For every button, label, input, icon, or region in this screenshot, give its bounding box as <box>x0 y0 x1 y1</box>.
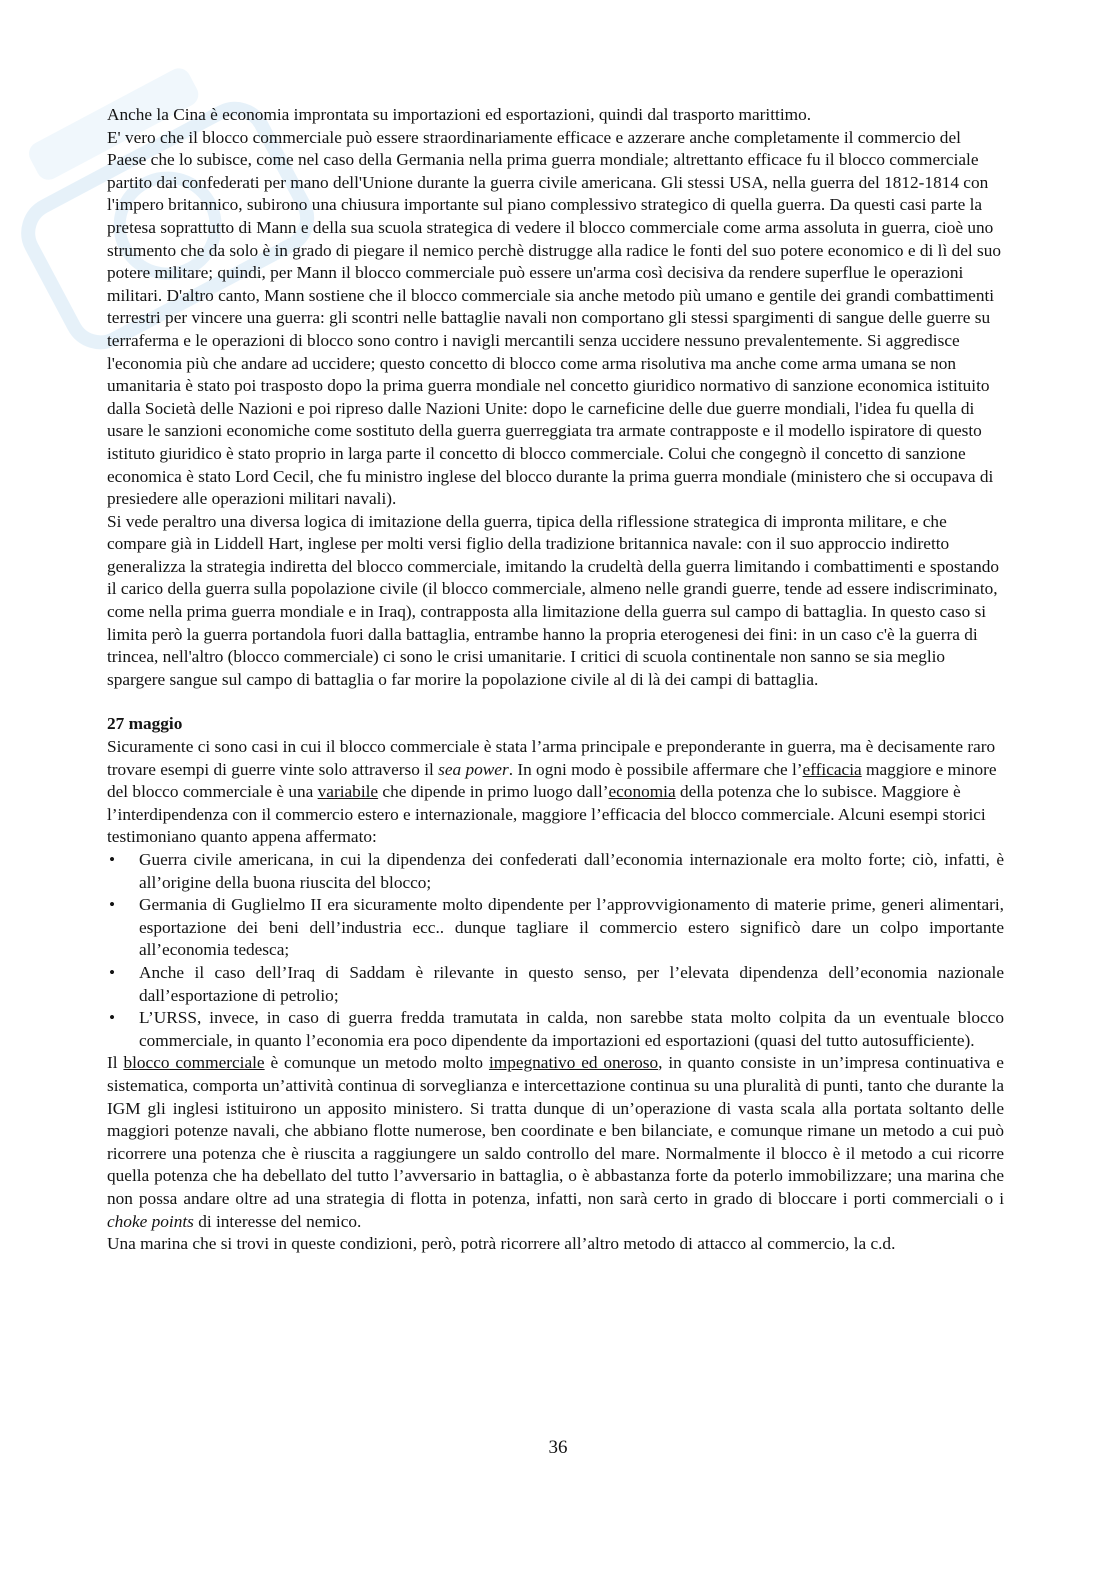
emphasis-sea-power: sea power <box>438 759 509 779</box>
section-intro: Sicuramente ci sono casi in cui il blocco commerciale è stata l’arma principale e preponderante in guerra, ma è decisamente raro trovare esempi di guerre vinte solo attraverso il sea power. In ogni modo è possibile affermare che l’efficacia maggiore e minore del blocco commerciale è una variabile che dipende in primo luogo dall’economia della potenza che lo subisce. Maggiore è l’interdipendenza con il commercio estero e internazionale, maggiore l’efficacia del blocco commerciale. Alcuni esempi storici testimoniano quanto appena affermato: <box>107 737 997 847</box>
underline-variabile: variabile <box>317 782 379 802</box>
list-item: • Anche il caso dell’Iraq di Saddam è rilevante in questo senso, per l’elevata dipendenza dell’economia nazionale dall’esportazione di petrolio; <box>107 962 1004 1007</box>
paragraph: E' vero che il blocco commerciale può essere straordinariamente efficace e azzerare anche completamente il commercio del Paese che lo subisce, come nel caso della Germania nella prima guerra mondiale; altrettanto efficace fu il blocco commerciale partito dai confederati per mano dell'Unione durante la guerra civile americana. Gli stessi USA, nella guerra del 1812-1814 con l'impero britannico, subirono una chiusura importante sul piano complessivo strategico di quella guerra. Da questi casi parte la pretesa soprattutto di Mann e della sua scuola strategica di vedere il blocco commerciale come arma assoluta in guerra, cioè uno strumento che da solo è in grado di piegare il nemico perchè distrugge alla radice le fonti del suo potere economico e di lì del suo potere militare; quindi, per Mann il blocco commerciale può essere un'arma così decisiva da rendere superflue le operazioni militari. D'altro canto, Mann sostiene che il blocco commerciale sia anche metodo più umano e gentile dei grandi combattimenti terrestri per vincere una guerra: gli scontri nelle battaglie navali non comportano gli stessi spargimenti di sangue delle guerre su terraferma e le operazioni di blocco sono contro i navigli mercantili senza uccidere nessuno prevalentemente. Si aggredisce l'economia più che andare ad uccidere; questo concetto di blocco come arma risolutiva ma anche come arma umana se non umanitaria è stato poi trasposto dopo la prima guerra mondiale nel concetto giuridico normativo di sanzione economica istituito dalla Società delle Nazioni e poi ripreso dalle Nazioni Unite: dopo le carneficine delle due guerre mondiali, l'idea fu quella di usare le sanzioni economiche come sostituto della guerra guerreggiata tra armate contrapposte e il modello ispiratore di questo istituto giuridico è stato proprio in larga parte il concetto di blocco commerciale. Colui che congegnò il concetto di sanzione economica è stato Lord Cecil, che fu ministro inglese del blocco durante la prima guerra mondiale (ministero che si occupava di presiedere alle operazioni militari navali). <box>107 127 1002 509</box>
bullet-list <box>107 849 1004 1052</box>
list-item: • Germania di Guglielmo II era sicuramente molto dipendente per l’approvvigionamento di materie prime, generi alimentari, esportazione dei beni dell’industria ecc.. dunque tagliare il commercio estero significò dare un colpo importante all’economia tedesca; <box>107 894 1004 962</box>
page-number: 36 <box>548 1437 568 1458</box>
paragraph: Anche la Cina è economia improntata su importazioni ed esportazioni, quindi dal trasporto marittimo. <box>107 105 812 124</box>
section-heading: 27 maggio <box>107 714 183 734</box>
underline-blocco-commerciale: blocco commerciale <box>123 1053 265 1073</box>
closing-paragraph: Il blocco commerciale è comunque un metodo molto impegnativo ed oneroso, in quanto consiste in un’impresa continuativa e sistematica, comporta un’attività continua di sorveglianza e intercettazione continua su una pluralità di punti, tanto che durante la IGM gli inglesi istituirono un apposito ministero. Si tratta dunque di un’operazione di vasta scala alla portata soltanto delle maggiori potenze navali, che abbiano flotte numerose, ben coordinate e ben bilanciate, e comunque rimane un metodo a cui può ricorrere una potenza che è riuscita a raggiungere un saldo controllo del mare. Normalmente il blocco è il metodo a cui ricorre quella potenza che ha debellato del tutto l’avversario in battaglia, o è abbastanza forte da poterlo immobilizzare; una marina che non possa andare oltre ad una strategia di flotta in potenza, infatti, non sarà certo in grado di bloccare i porti commerciali o i choke points di interesse del nemico. <box>107 1053 1004 1231</box>
emphasis-choke-points: choke points <box>107 1211 194 1231</box>
paragraph: Si vede peraltro una diversa logica di imitazione della guerra, tipica della riflessione strategica di impronta militare, e che compare già in Liddell Hart, inglese per molti versi figlio della tradizione britannica navale: con il suo approccio indiretto generalizza la strategia indiretta del blocco commerciale, imitando la crudeltà della guerra limitando i combattimenti e spostando il carico della guerra sulla popolazione civile (il blocco commerciale, almeno nelle grandi guerre, tende ad essere indiscriminato, come nella prima guerra mondiale e in Iraq), contrapposta alla limitazione della guerra sul campo di battaglia. In questo caso si limita però la guerra portandola fuori dalla battaglia, entrambe hanno la propria eterogenesi dei fini: in un caso c'è la guerra di trincea, nell'altro (blocco commerciale) ci sono le crisi umanitarie. I critici di scuola continentale non sanno se sia meglio spargere sangue sul campo di battaglia o far morire la popolazione civile al di là dei campi di battaglia. <box>107 511 1000 689</box>
last-line: Una marina che si trovi in queste condizioni, però, potrà ricorrere all’altro metodo di attacco al commercio, la c.d. <box>107 1234 896 1254</box>
list-item: • Guerra civile americana, in cui la dipendenza dei confederati dall’economia internazionale era molto forte; ciò, infatti, è all’origine della buona riuscita del blocco; <box>107 849 1004 894</box>
underline-efficacia: efficacia <box>802 759 862 779</box>
document-page <box>107 104 1004 1256</box>
list-item: • L’URSS, invece, in caso di guerra fredda tramutata in calda, non sarebbe stata molto colpita da un eventuale blocco commerciale, in quanto l’economia era poco dipendente da importazioni ed esportazioni (quasi del tutto autosufficiente). <box>107 1007 1004 1052</box>
underline-impegnativo: impegnativo ed oneroso <box>488 1053 659 1073</box>
underline-economia: economia <box>608 782 676 802</box>
